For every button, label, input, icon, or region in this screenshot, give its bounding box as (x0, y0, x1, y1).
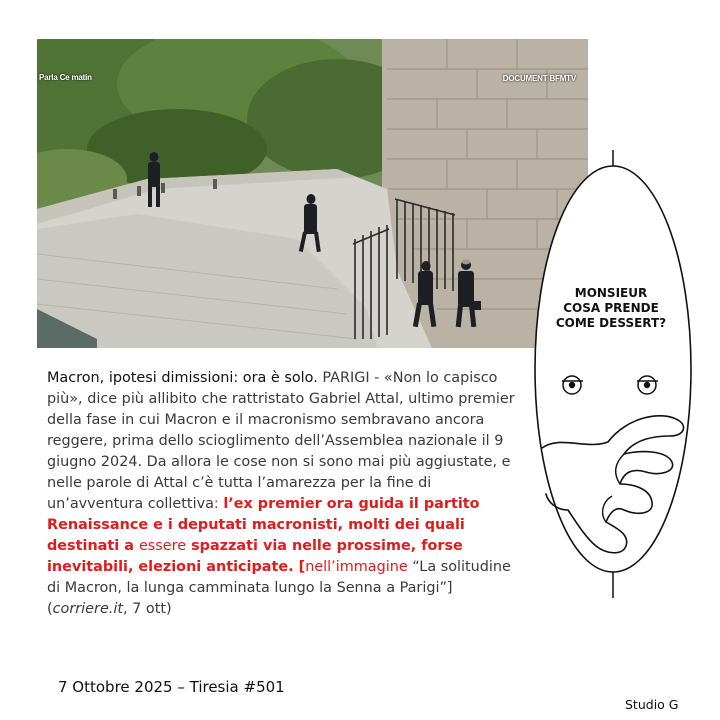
article-text (47, 368, 517, 620)
broadcast-watermark: DOCUMENT BFMTV (502, 74, 576, 83)
speech-line-1: MONSIEUR (574, 286, 648, 300)
article-paragraph (47, 368, 517, 620)
article-source: corriere.it (52, 601, 124, 617)
caption-text: “La solitudine di Macron, la lunga camminata lungo la Senna a Parigi”] ( (47, 559, 511, 617)
highlight-mark: : (213, 496, 224, 512)
cartoon-character (520, 150, 720, 600)
speech-line-3: COME DESSERT? (555, 316, 667, 330)
article-highlight-2: essere (138, 538, 187, 554)
broadcast-label: Parla Ce matin (39, 73, 92, 82)
news-photo (37, 39, 588, 348)
source-tail: , 7 ott) (123, 601, 172, 617)
issue-date: 7 Ottobre 2025 – Tiresia #501 (58, 678, 285, 696)
photo-scene (37, 39, 588, 348)
speech-line-2: COSA PRENDE (563, 301, 659, 315)
article-body: PARIGI - «Non lo capisco più», dice più allibito che rattristato Gabriel Attal, ultimo premier della fase in cui Macron e il macronismo sembravano ancora reggere, prima dello scioglimento dell’Assemblea nazionale il 9 giugno 2024. Da allora le cose non si sono mai più aggiustate, e nelle parole di Attal c’è tutta l’amarezza per la fine di un’avventura collettiva (47, 370, 515, 512)
article-highlight-3: spazzati via nelle prossime, forse inevitabili, elezioni anticipate. (47, 538, 463, 575)
author-credit: Studio G (625, 697, 679, 712)
bracket-open: [ (293, 559, 306, 575)
article-headline: Macron, ipotesi dimissioni: ora è solo. (47, 370, 318, 386)
caption-lead: nell’immagine (305, 559, 408, 575)
speech-text (536, 286, 686, 331)
article-highlight-1: l’ex premier ora guida il partito Renaissance e i deputati macronisti, molti dei quali destinati a (47, 496, 480, 554)
